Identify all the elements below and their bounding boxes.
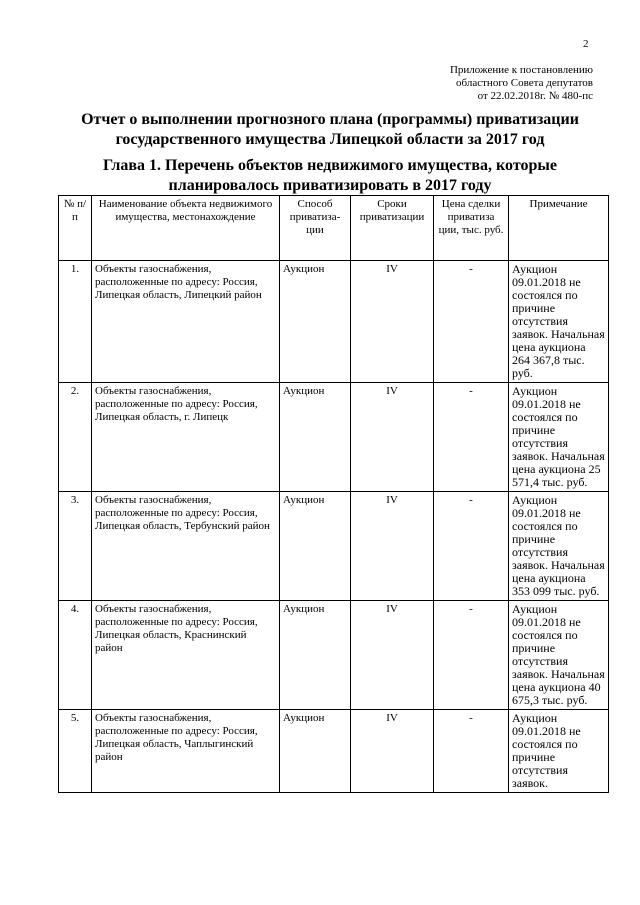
page-number: 2 bbox=[583, 38, 589, 50]
header-note: Примечание bbox=[509, 196, 609, 261]
cell-price: - bbox=[434, 710, 509, 793]
report-title-line: государственного имущества Липецкой области за 2017 год bbox=[115, 131, 545, 148]
table-header-row bbox=[59, 196, 609, 261]
appendix-line: областного Совета депутатов bbox=[456, 77, 593, 89]
cell-num: 3. bbox=[59, 492, 92, 601]
cell-term: IV bbox=[351, 601, 434, 710]
cell-num: 4. bbox=[59, 601, 92, 710]
cell-name: Объекты газоснабжения, расположенные по адресу: Россия, Липецкая область, Краснинский район bbox=[92, 601, 280, 710]
cell-note: Аукцион 09.01.2018 не состоялся по причине отсутствия заявок. Начальная цена аукциона 353 099 тыс. руб. bbox=[509, 492, 609, 601]
table-row bbox=[59, 261, 609, 383]
header-term: Сроки приватизации bbox=[351, 196, 434, 261]
cell-method: Аукцион bbox=[280, 383, 351, 492]
cell-name: Объекты газоснабжения, расположенные по адресу: Россия, Липецкая область, Липецкий район bbox=[92, 261, 280, 383]
cell-name: Объекты газоснабжения, расположенные по адресу: Россия, Липецкая область, г. Липецк bbox=[92, 383, 280, 492]
cell-price: - bbox=[434, 261, 509, 383]
cell-name: Объекты газоснабжения, расположенные по адресу: Россия, Липецкая область, Тербунский район bbox=[92, 492, 280, 601]
table-row bbox=[59, 383, 609, 492]
chapter-title-line: планировалось приватизировать в 2017 году bbox=[168, 177, 492, 194]
appendix-line: от 22.02.2018г. № 480-пс bbox=[477, 90, 593, 102]
cell-method: Аукцион bbox=[280, 261, 351, 383]
cell-num: 5. bbox=[59, 710, 92, 793]
chapter-title-line: Глава 1. Перечень объектов недвижимого имущества, которые bbox=[103, 157, 557, 174]
report-title-line: Отчет о выполнении прогнозного плана (программы) приватизации bbox=[81, 111, 579, 128]
cell-term: IV bbox=[351, 383, 434, 492]
cell-note: Аукцион 09.01.2018 не состоялся по причине отсутствия заявок. Начальная цена аукциона 264 367,8 тыс. руб. bbox=[509, 261, 609, 383]
cell-method: Аукцион bbox=[280, 710, 351, 793]
cell-num: 1. bbox=[59, 261, 92, 383]
cell-note: Аукцион 09.01.2018 не состоялся по причине отсутствия заявок. Начальная цена аукциона 40 675,3 тыс. руб. bbox=[509, 601, 609, 710]
cell-term: IV bbox=[351, 710, 434, 793]
cell-name: Объекты газоснабжения, расположенные по адресу: Россия, Липецкая область, Чаплыгинский район bbox=[92, 710, 280, 793]
cell-note: Аукцион 09.01.2018 не состоялся по причине отсутствия заявок. bbox=[509, 710, 609, 793]
header-name: Наименование объекта недвижимого имущества, местонахождение bbox=[92, 196, 280, 261]
table-row bbox=[59, 601, 609, 710]
cell-price: - bbox=[434, 601, 509, 710]
cell-num: 2. bbox=[59, 383, 92, 492]
table-row bbox=[59, 492, 609, 601]
cell-method: Аукцион bbox=[280, 601, 351, 710]
objects-table bbox=[58, 195, 609, 793]
cell-term: IV bbox=[351, 261, 434, 383]
appendix-line: Приложение к постановлению bbox=[449, 64, 593, 76]
cell-price: - bbox=[434, 492, 509, 601]
cell-price: - bbox=[434, 383, 509, 492]
cell-note: Аукцион 09.01.2018 не состоялся по причине отсутствия заявок. Начальная цена аукциона 25 571,4 тыс. руб. bbox=[509, 383, 609, 492]
table-row bbox=[59, 710, 609, 793]
header-price: Цена сделки приватиза ции, тыс. руб. bbox=[434, 196, 509, 261]
cell-term: IV bbox=[351, 492, 434, 601]
header-method: Способ приватиза-ции bbox=[280, 196, 351, 261]
header-num: № п/п bbox=[59, 196, 92, 261]
chapter-title bbox=[60, 156, 600, 196]
cell-method: Аукцион bbox=[280, 492, 351, 601]
report-title bbox=[60, 110, 600, 150]
appendix-note bbox=[393, 64, 593, 103]
